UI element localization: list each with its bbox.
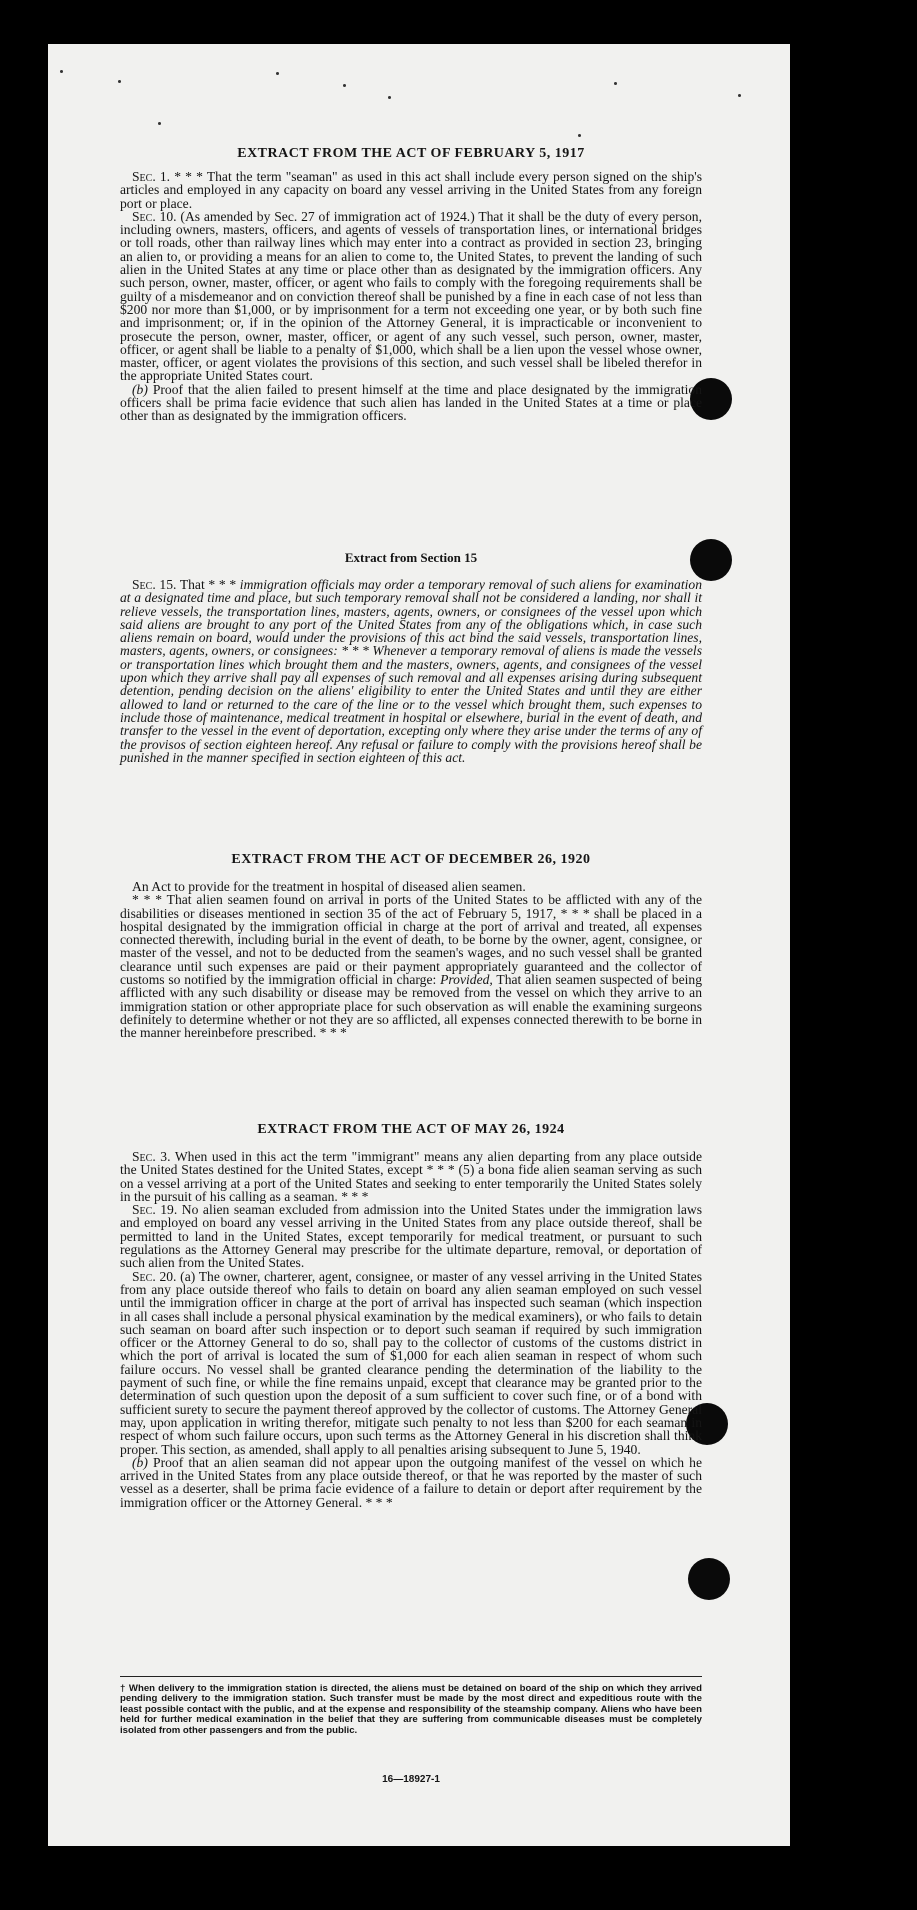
form-number: 16—18927-1 (382, 1774, 440, 1785)
section-text: * * * That the term "seaman" as used in this act shall include every person signed on the ship's articles and employed in any capacity on board any vessel arriving in the United States from any foreign port or place. (120, 169, 702, 211)
paper-speck (614, 82, 617, 85)
paper-speck (118, 80, 121, 83)
heading-act-1920: EXTRACT FROM THE ACT OF DECEMBER 26, 1920 (231, 852, 591, 867)
section-text: No alien seaman excluded from admission into the United States under the immigration laws and employed on board any vessel arriving in the United States from any place outside thereof, shall be permitted to land in the United States, except temporarily for medical treatment, or pursuant to such regulations as the Attorney General may prescribe for the ultimate departure, removal, or deportation of such alien from the United States. (120, 1202, 702, 1271)
subsection-label: (b) (132, 381, 148, 397)
paper-speck (60, 70, 63, 73)
act-1920-paragraph (120, 893, 702, 1039)
section-text: That alien seamen suspected of being afflicted with any such disability or disease may be removed from the vessel on which they arrive to an immigration station or other appropriate place for such observation as will enable the examining surgeons definitely to determine whether or not they are so afflicted, all expenses connected therewith to be borne in the manner hereinbefore prescribed. * * * (120, 972, 702, 1041)
section-label: Sec. 10. (132, 208, 177, 224)
section-label: Sec. 19. (132, 1202, 178, 1218)
heading-section-15: Extract from Section 15 (344, 550, 478, 565)
act-1920-text (120, 880, 702, 1040)
paper-speck (158, 122, 161, 125)
act-1920-intro: An Act to provide for the treatment in hospital of diseased alien seamen. (132, 879, 526, 894)
section-label: Sec. 15. (132, 577, 177, 592)
paper-speck (578, 134, 581, 137)
section-1-paragraph (120, 170, 702, 210)
section-text: (a) The owner, charterer, agent, consignee, or master of any vessel arriving in the United States from any place outside thereof who fails to detain on board any alien seaman employed on such vessel until the immigration officer in charge at the port of arrival has inspected such seaman (which inspection in all cases shall include a personal physical examination by the medical examiners), or who fails to detain such seaman on board after such inspection or to deport such seaman if required by such immigration officer or the Attorney General to do so, shall pay to the collector of customs of the customs district in which the port of arrival is located the sum of $1,000 for each alien seaman in respect of whom such failure occurs. No vessel shall be granted clearance pending the determination of the liability to the payment of such fine, or while the fine remains unpaid, except that clearance may be granted prior to the determination of such question upon the deposit of a sum sufficient to cover such fine, or of a bond with sufficient surety to secure the payment thereof approved by the collector of customs. The Attorney General may, upon application in writing therefor, mitigate such penalty to not less than $200 for each seaman in respect of whom such failure occurs, upon such terms as the Attorney General in his discretion shall think proper. This section, as amended, shall apply to all penalties arising subsequent to June 5, 1940. (120, 1268, 702, 1457)
section-3-paragraph (120, 1150, 702, 1203)
section-text: (As amended by Sec. 27 of immigration act of 1924.) That it shall be the duty of every person, including owners, masters, officers, and agents of vessels of transportation lines, or international bridges or toll roads, other than railway lines which may enter into a contract as provided in section 23, bringing an alien to, or providing a means for an alien to come to, the United States, to prevent the landing of such alien in the United States at any time or place other than as designated by the immigration officers. Any such person, owner, master, officer, or agent who fails to comply with the foregoing requirements shall be guilty of a misdemeanor and on conviction thereof shall be punished by a fine in each case of not less than $200 nor more than $1,000, or by imprisonment for a term not exceeding one year, or by both such fine and imprisonment; or, if in the opinion of the Attorney General, it is impracticable or inconvenient to prosecute the person, owner, master, officer, or agent of any such vessel, such person, owner, master, officer, or agent shall be liable to a penalty of $1,000, which shall be a lien upon the vessel whose owner, master, officer, or agent violates the provisions of this section, and such vessel shall be libeled therefor in the appropriate United States court. (120, 208, 702, 384)
section-19-paragraph (120, 1203, 702, 1269)
section-10-paragraph (120, 210, 702, 383)
paper-speck (738, 94, 741, 97)
section-15-text (120, 578, 702, 764)
section-text: * * * That alien seamen found on arrival in ports of the United States to be afflicted with any of the disabilities or diseases mentioned in section 35 of the act of February 5, 1917, * * * shall be placed in a hospital designated by the immigration official in charge at the port of arrival and treated, all expenses connected therewith, including burial in the event of death, to be borne by the owner, agent, consignee, or master of the vessel, and not to be deducted from the seamen's wages, and no such vessel shall be granted clearance until such expenses are paid or their payment appropriately guaranteed and the collector of customs so notified by the immigration official in charge: (120, 892, 702, 988)
act-1917-text (120, 170, 702, 423)
section-label: Sec. 3. (132, 1149, 171, 1164)
paper-speck (276, 72, 279, 75)
section-label: Sec. 20. (132, 1268, 177, 1284)
subsection-b-paragraph (120, 383, 702, 423)
footnote: † When delivery to the immigration station is directed, the aliens must be detained on board of the ship on which they arrived pending delivery to the immigration station. Such transfer must be made by the most direct and expeditious route with the least possible contact with the public, and at the expense and responsibility of the steamship company. Aliens who have been held for further medical examination in the belief that they are suffering from communicable diseases must be completely isolated from other passengers and from the public. (120, 1683, 702, 1736)
section-text: When used in this act the term "immigrant" means any alien departing from any place outside the United States destined for the United States, except * * * (5) a bona fide alien seaman serving as such on a vessel arriving at a port of the United States and seeking to enter temporarily the United States solely in the pursuit of his calling as a seaman. * * * (120, 1149, 702, 1204)
section-20-paragraph (120, 1270, 702, 1456)
subsection-text: Proof that an alien seaman did not appear upon the outgoing manifest of the vessel on which he arrived in the United States from any place outside thereof, or that he was reported by the master of such vessel as a deserter, shall be prima facie evidence of a failure to detain or deport after requirement by the immigration officer or the Attorney General. * * * (120, 1454, 702, 1510)
section-lead: That * * * (176, 577, 240, 592)
section-15-paragraph (120, 578, 702, 764)
subsection-label: (b) (132, 1454, 148, 1470)
act-1924-text (120, 1150, 702, 1509)
subsection-b-paragraph (120, 1456, 702, 1509)
section-text: immigration officials may order a temporary removal of such aliens for examination at a designated time and place, but such temporary removal shall not be considered a landing, nor shall it relieve vessels, the transportation lines, masters, agents, owners, or consignees of the vessel upon which said aliens are brought to any port of the United States from any of the obligations which, in case such aliens remain on board, would under the provisions of this act bind the said vessels, transportation lines, masters, agents, owners, or consignees: * * * Whenever a temporary removal of aliens is made the vessels or transportation lines which brought them and the masters, owners, agents, and consignees of the vessel upon which they arrive shall pay all expenses of such removal and all expenses arising during subsequent detention, pending decision on the aliens' eligibility to enter the United States and until they are either allowed to land or returned to the care of the line or to the vessel which brought them, such expenses to include those of maintenance, medical treatment in hospital or elsewhere, burial in the event of death, and transfer to the vessel in the event of deportation, excepting only where they arise under the terms of any of the provisos of section eighteen hereof. Any refusal or failure to comply with the provisions hereof shall be punished in the manner specified in section eighteen of this act. (120, 577, 702, 765)
subsection-text: Proof that the alien failed to present himself at the time and place designated by the immigration officers shall be prima facie evidence that such alien has landed in the United States at a time or place other than as designated by the immigration officers. (120, 381, 702, 424)
section-label: Sec. 1. (132, 169, 171, 184)
paper-speck (343, 84, 346, 87)
punch-hole (688, 1558, 730, 1600)
footnote-divider (120, 1676, 702, 1677)
paper-speck (388, 96, 391, 99)
heading-act-1924: EXTRACT FROM THE ACT OF MAY 26, 1924 (257, 1122, 565, 1137)
provided-label: Provided, (440, 972, 493, 988)
heading-act-1917: EXTRACT FROM THE ACT OF FEBRUARY 5, 1917 (237, 146, 585, 161)
